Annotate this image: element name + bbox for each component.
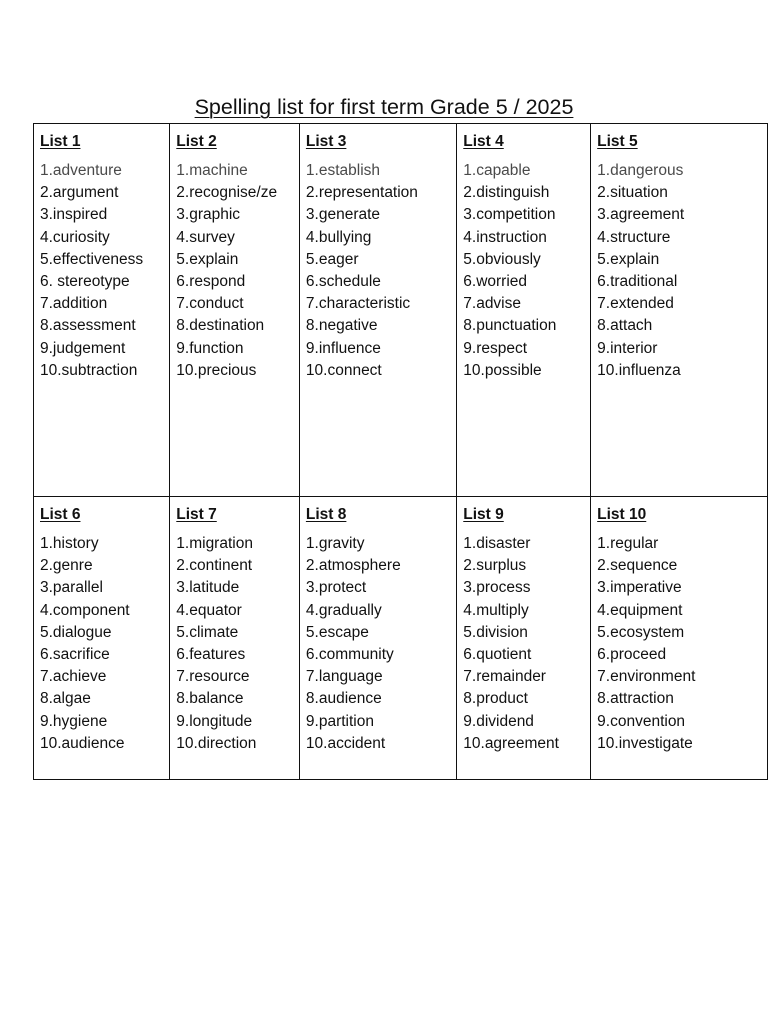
- list-item: 4.bullying: [305, 228, 372, 246]
- list-item: 1.establish: [305, 162, 381, 179]
- word-list: [176, 533, 295, 755]
- word-list: [463, 533, 586, 755]
- list-item: 9.influence: [305, 339, 381, 357]
- page-title: Spelling list for first term Grade 5 / 2025: [194, 95, 574, 119]
- list-item: 9.respect: [463, 339, 528, 357]
- list-item: 10.influenza: [597, 361, 681, 379]
- list-item: 10.audience: [40, 734, 125, 752]
- list-cell: [591, 497, 768, 780]
- word-list: [597, 160, 763, 382]
- list-cell: [457, 497, 591, 780]
- list-cell: [34, 124, 170, 497]
- list-item: 10.precious: [176, 361, 257, 379]
- table-row: [34, 497, 768, 780]
- list-cell: [170, 124, 300, 497]
- list-item: 7.extended: [597, 295, 674, 313]
- list-cell: [299, 497, 456, 780]
- list-cell: [457, 124, 591, 497]
- word-list: [306, 533, 452, 755]
- list-item: 8.product: [463, 690, 528, 708]
- list-item: 9.dividend: [463, 712, 534, 730]
- list-item: 9.longitude: [176, 712, 253, 730]
- list-item: 1.adventure: [40, 162, 122, 179]
- list-item: 7.conduct: [176, 295, 244, 313]
- list-item: 8.audience: [305, 690, 382, 708]
- word-list: [176, 160, 295, 382]
- list-item: 7.achieve: [40, 668, 107, 686]
- list-item: 9.function: [176, 339, 244, 357]
- list-item: 5.explain: [597, 250, 660, 268]
- list-item: 2.surplus: [463, 557, 527, 575]
- list-item: 8.attraction: [597, 690, 674, 708]
- list-item: 6.proceed: [597, 646, 667, 664]
- list-title: List 10: [597, 506, 647, 523]
- word-list: [40, 533, 165, 755]
- list-item: 5.explain: [176, 250, 239, 268]
- list-item: 3.competition: [463, 206, 556, 224]
- list-title: List 1: [40, 133, 81, 150]
- list-item: 9.partition: [305, 712, 374, 730]
- list-item: 9.hygiene: [40, 712, 108, 730]
- list-item: 1.gravity: [305, 535, 365, 552]
- list-item: 6.features: [176, 646, 246, 664]
- list-item: 8.attach: [597, 317, 653, 335]
- list-item: 4.instruction: [463, 228, 547, 246]
- list-item: 8.negative: [305, 317, 378, 335]
- list-title: List 9: [463, 506, 504, 523]
- list-item: 2.genre: [40, 557, 93, 575]
- list-cell: [34, 497, 170, 780]
- list-item: 4.gradually: [305, 601, 382, 619]
- list-item: 4.structure: [597, 228, 671, 246]
- list-item: 1.dangerous: [597, 162, 684, 179]
- list-item: 4.multiply: [463, 601, 529, 619]
- list-item: 1.capable: [463, 162, 531, 179]
- list-item: 10.direction: [176, 734, 257, 752]
- list-cell: [299, 124, 456, 497]
- list-item: 7.language: [305, 668, 383, 686]
- list-item: 5.dialogue: [40, 623, 112, 641]
- list-item: 6. stereotype: [40, 273, 130, 291]
- list-title: List 4: [463, 133, 504, 150]
- list-item: 9.convention: [597, 712, 686, 730]
- list-item: 7.remainder: [463, 668, 546, 686]
- list-item: 9.judgement: [40, 339, 126, 357]
- list-item: 2.distinguish: [463, 184, 550, 202]
- list-item: 2.representation: [305, 184, 418, 202]
- list-item: 8.balance: [176, 690, 244, 708]
- list-item: 10.accident: [305, 734, 386, 752]
- list-item: 2.recognise/ze: [176, 184, 278, 202]
- list-item: 10.investigate: [597, 734, 693, 752]
- list-item: 5.obviously: [463, 250, 541, 268]
- list-item: 5.eager: [305, 250, 359, 268]
- list-item: 6.schedule: [305, 273, 381, 291]
- list-title: List 6: [40, 506, 81, 523]
- list-item: 2.argument: [40, 184, 119, 202]
- list-item: 7.resource: [176, 668, 250, 686]
- list-item: 6.quotient: [463, 646, 532, 664]
- list-item: 4.equator: [176, 601, 242, 619]
- list-item: 10.agreement: [463, 734, 559, 752]
- list-item: 3.generate: [305, 206, 381, 224]
- list-item: 1.history: [40, 535, 99, 552]
- list-item: 5.escape: [305, 623, 369, 641]
- list-item: 3.graphic: [176, 206, 241, 224]
- list-item: 10.subtraction: [40, 361, 138, 379]
- list-title: List 7: [176, 506, 217, 523]
- list-item: 6.traditional: [597, 273, 678, 291]
- list-item: 6.sacrifice: [40, 646, 110, 664]
- list-item: 6.community: [305, 646, 394, 664]
- list-item: 8.punctuation: [463, 317, 557, 335]
- list-cell: [170, 497, 300, 780]
- list-item: 1.disaster: [463, 535, 531, 552]
- list-item: 3.agreement: [597, 206, 685, 224]
- list-item: 6.respond: [176, 273, 246, 291]
- list-cell: [591, 124, 768, 497]
- list-item: 5.climate: [176, 623, 239, 641]
- list-item: 7.addition: [40, 295, 108, 313]
- list-item: 3.parallel: [40, 579, 103, 597]
- list-item: 8.algae: [40, 690, 91, 708]
- list-item: 2.atmosphere: [305, 557, 401, 575]
- list-item: 7.environment: [597, 668, 696, 686]
- list-item: 8.assessment: [40, 317, 136, 335]
- list-item: 10.possible: [463, 361, 542, 379]
- list-item: 1.migration: [176, 535, 253, 552]
- list-title: List 5: [597, 133, 638, 150]
- list-item: 5.division: [463, 623, 528, 641]
- list-item: 3.imperative: [597, 579, 682, 597]
- list-item: 7.characteristic: [305, 295, 411, 313]
- list-item: 5.effectiveness: [40, 250, 144, 268]
- list-item: 8.destination: [176, 317, 265, 335]
- word-list: [463, 160, 586, 382]
- list-item: 2.sequence: [597, 557, 678, 575]
- list-item: 7.advise: [463, 295, 521, 313]
- list-item: 3.inspired: [40, 206, 108, 224]
- list-item: 6.worried: [463, 273, 528, 291]
- list-item: 4.equipment: [597, 601, 683, 619]
- list-item: 4.component: [40, 601, 130, 619]
- list-item: 3.protect: [305, 579, 367, 597]
- list-title: List 8: [305, 506, 347, 523]
- list-item: 1.regular: [597, 535, 659, 552]
- word-list: [306, 160, 452, 382]
- list-item: 10.connect: [305, 361, 382, 379]
- list-item: 9.interior: [597, 339, 658, 357]
- list-item: 2.situation: [597, 184, 668, 202]
- table-row: [34, 124, 768, 497]
- list-item: 3.process: [463, 579, 531, 597]
- list-item: 4.curiosity: [40, 228, 110, 246]
- word-list: [597, 533, 763, 755]
- list-title: List 3: [305, 133, 347, 150]
- word-list: [40, 160, 165, 382]
- spelling-lists-table: [33, 123, 768, 780]
- list-item: 4.survey: [176, 228, 235, 246]
- list-item: 5.ecosystem: [597, 623, 685, 641]
- list-item: 3.latitude: [176, 579, 240, 597]
- list-item: 2.continent: [176, 557, 253, 575]
- list-item: 1.machine: [176, 162, 248, 179]
- list-title: List 2: [176, 133, 217, 150]
